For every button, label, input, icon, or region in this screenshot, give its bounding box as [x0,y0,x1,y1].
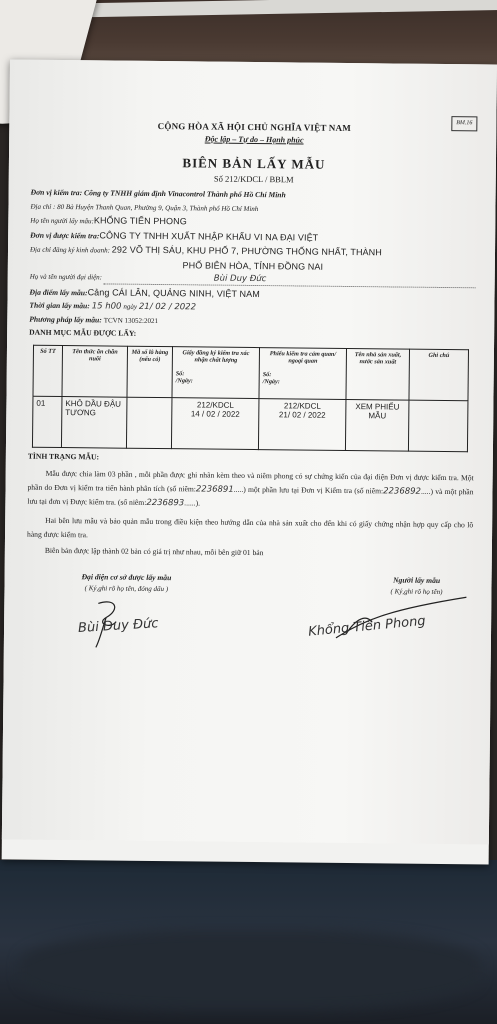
location-label: Địa điểm lấy mẫu: [29,287,88,297]
list-heading: DANH MỤC MẪU ĐƯỢC LẤY: [29,327,137,338]
business-address-value-2: PHỐ BIÊN HÒA, TỈNH ĐỒNG NAI [182,259,324,272]
signature-right-name: Khổng Tiến Phong [307,613,427,640]
method-line [29,314,475,329]
cell-check [258,398,346,450]
inspected-unit-line [30,229,476,245]
header-name: Tên thức ăn chăn nuôi [62,345,128,397]
status-paragraph-3: Biên bản được lập thành 02 bản có giá trị như nhau, mỗi bên giữ 01 bản [44,545,264,558]
representative-line [30,272,476,288]
signature-left-title: Đại diện cơ sở được lấy mẫu [81,572,172,583]
header-lot: Mã số lô hàng (nếu có) [127,346,173,397]
time-line [29,301,475,316]
document-title: BIÊN BẢN LẤY MẪU [182,155,326,172]
seal-number-1: 2236891 [195,484,234,495]
cell-lot [126,397,172,448]
inspected-unit-label: Đơn vị được kiểm tra: [30,230,100,240]
inspected-unit-value: CÔNG TY TNHH XUẤT NHẬP KHẨU VI NA ĐẠI VIỆT [99,229,319,243]
header-registration [172,346,260,398]
document-content [26,120,478,668]
time-day-label: ngày [123,302,138,311]
sample-table [32,344,469,452]
header-registration-ngay: /Ngày: [175,377,193,385]
cell-name: KHÔ DẦU ĐẬU TƯƠNG [61,396,127,448]
national-title: CỘNG HÒA XÃ HỘI CHỦ NGHĨA VIỆT NAM [157,121,351,134]
header-check-title: Phiếu kiểm tra cảm quan/ ngoại quan [269,349,337,365]
document-number: Số 212/KDCL / BBLM [213,173,294,184]
business-address-line [30,244,476,260]
signature-left-name: Bùi Duy Đức [77,616,159,636]
header-stt: Số TT [33,345,63,396]
lap-background [0,860,497,1024]
cell-stt: 01 [32,396,62,447]
inspection-address: Địa chỉ : 80 Bà Huyện Thanh Quan, Phường 9, Quận 3, Thành phố Hồ Chí Minh [30,202,259,213]
header-producer: Tên nhà sản xuất, nước sản xuất [346,348,410,400]
form-code-badge: BM.16 [451,116,477,131]
sampler-value: KHỔNG TIẾN PHONG [93,215,187,227]
signature-left-sub: ( Ký,ghi rõ họ tên, đóng dấu ) [84,583,169,593]
method-label: Phương pháp lấy mẫu: [29,314,102,324]
inspection-unit-line [31,188,477,203]
national-motto: Độc lập – Tự do – Hạnh phúc [204,133,304,145]
document-page [2,59,497,864]
cell-registration-no: 212/KDCL [196,399,234,410]
signature-right-sub: ( Ký,ghi rõ họ tên) [390,586,443,596]
business-address-value: 292 VÕ THỊ SÁU, KHU PHỐ 7, PHƯỜNG THỐNG NHẤT, THÀNH [111,244,382,258]
cell-registration-date: 14 / 02 / 2022 [190,408,240,419]
location-value: Cảng CÁI LÂN, QUẢNG NINH, VIỆT NAM [87,286,260,299]
table-row [32,396,468,452]
seal-number-3: 2236893 [146,497,185,509]
status-heading: TÌNH TRẠNG MẪU: [27,451,100,461]
header-registration-title: Giấy đăng ký kiểm tra xác nhận chất lượng [182,348,250,364]
header-check-so: Số: [262,370,272,378]
representative-label: Họ và tên người đại diện: [29,272,103,282]
cell-check-date: 21/ 02 / 2022 [278,409,326,420]
location-line [30,286,476,302]
header-check-ngay: /Ngày: [262,378,280,386]
header-check [259,347,347,399]
sampler-line [30,215,476,231]
sampler-label: Họ tên người lấy mẫu: [30,216,94,226]
cell-producer: XEM PHIẾU MẪU [345,399,409,451]
method-value: TCVN 13052:2021 [103,315,159,325]
cell-note [408,400,468,452]
seal-number-2: 2236892 [383,486,422,497]
business-address-label: Địa chỉ đăng ký kinh doanh: [29,245,110,255]
cell-registration [171,397,259,449]
header-registration-so: Số: [175,369,185,377]
time-date: 21/ 02 / 2022 [138,301,197,313]
inspection-unit-value: Công ty TNHH giám định Vinacontrol Thành phố Hồ Chí Minh [84,188,286,200]
time-value: 15 h00 [91,301,122,312]
header-note: Ghi chú [409,349,469,401]
status-paragraph-2: Hai bên lưu mẫu và bảo quản mẫu trong điều kiện theo hướng dẫn của nhà sản xuất cho đến khi có giấy chứng nhận hợp quy cấp cho lô hàng được kiểm tra. [26,515,474,540]
cell-check-no: 212/KDCL [283,400,321,411]
inspection-unit-label: Đơn vị kiểm tra: [30,187,83,198]
representative-value: Bùi Duy Đức [213,273,267,285]
signature-right-title: Người lấy mẫu [393,575,441,585]
status-paragraph-1: Mẫu được chia làm 03 phần , mỗi phần được ghi nhãn kèm theo và niêm phong có sự chứng kiến của đại diện Đơn vị được kiểm tra. Một phần do Đơn vị kiểm tra tiến hành phân tích (số niêm:2236891.....) một phần lưu tại Đơn vị Kiểm tra (số niêm:2236892.....) và một phần lưu tại đơn vị Được kiểm tra. (số niêm:2236893......). [27,468,474,509]
table-header-row [33,345,469,401]
signature-left [81,572,171,594]
time-label: Thời gian lấy mẫu: [29,300,90,311]
